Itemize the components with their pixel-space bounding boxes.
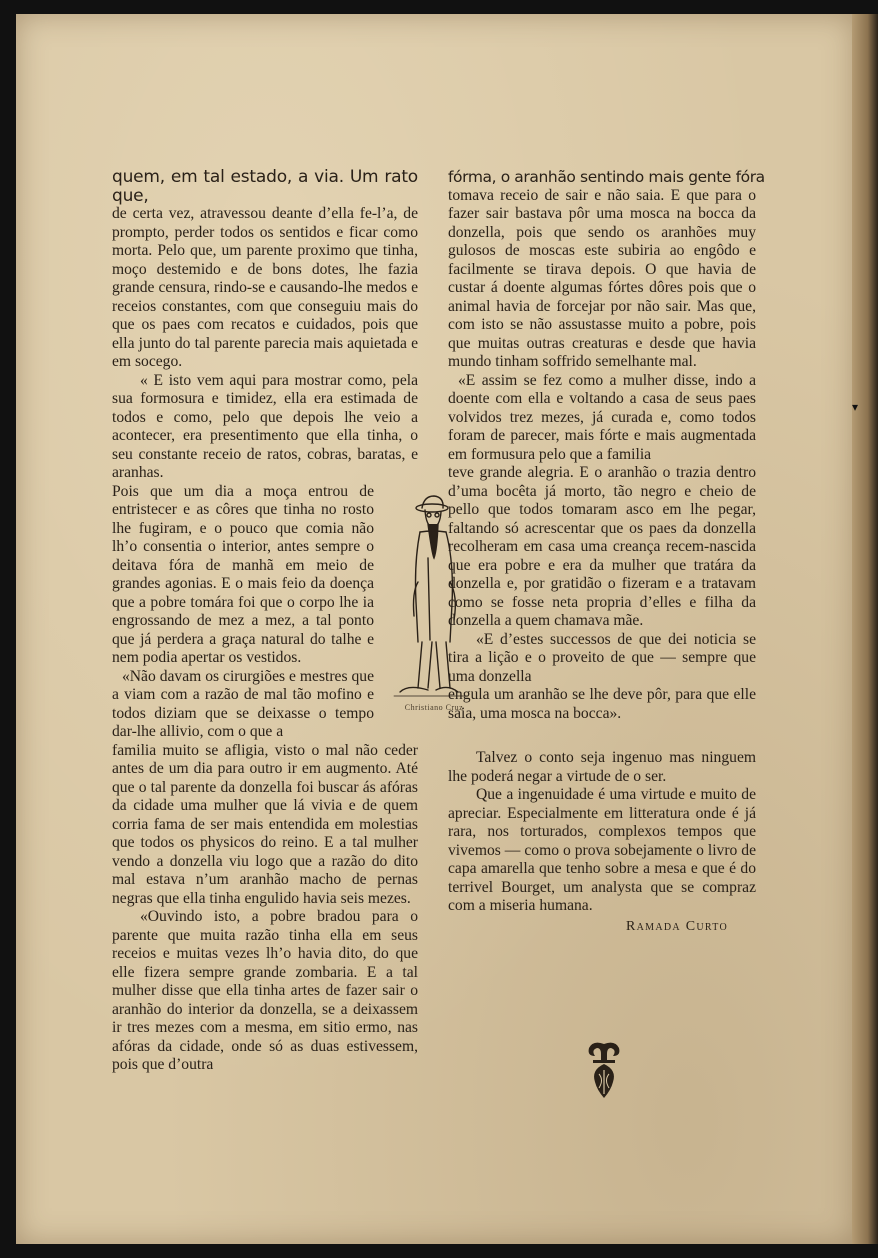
left-paragraph-3: Pois que um dia a moça entrou de entristecer e as côres que tinha no rosto lhe fugiram, e o pouco que comia não lh’o consentia o interior, antes sempre o deitava fóra de manhã em meio de grandes agonias. E o mais feio da doença que a pobre tomára foi que o corpo lhe ia engrossando de mez a mez, a tal ponto que já perdera a graça natural do talhe e nem podia apertar os vestidos. [112, 482, 374, 666]
right-paragraph-5: Que a ingenuidade é uma virtude e muito de apreciar. Especialmente em litteratura onde é já rara, nos torturados, complexos tempos que vivemos — como o prova sobejamente o livro de capa amarella que tenho sobre a mesa e que é do terrivel Bourget, um analysta que se compraz com a miseria humana. [448, 786, 756, 914]
left-paragraph-4b: familia muito se afligia, visto o mal não ceder antes de um dia para outro ir em augmento. Até que o tal parente da donzella foi buscar ás afóras da cidade uma mulher que lá vivia e de quem corria fama de ser mais entendida em molestias que todos os physicos do reino. E a tal mulher vendo a donzella viu logo que a razão do dito mal estava n’um aranhão macho de pernas negras que ella tinha engulido havia seis mezes. [112, 741, 418, 907]
left-paragraph-1: de certa vez, atravessou deante d’ella fe-l’a, de prompto, perder todos os sentidos e ficar como morta. Pelo que, um parente proximo que tinha, moço destemido e de bons dotes, lhe fazia grande censura, rindo-se e causando-lhe medos e receios constantes, com que conseguiu mais do que os paes com recatos e cuidados, pois que ella junto do tal parente parecia mais aquietada e em socego. [112, 205, 418, 370]
margin-mark-icon: ▾ [852, 400, 859, 414]
right-paragraph-3b: engula um aranhão se lhe deve pôr, para que elle saia, uma mosca na bocca». [448, 686, 756, 722]
left-paragraph-5: «Ouvindo isto, a pobre bradou para o parente que muita razão tinha ella em seus receios e muitas vezes lh’o havia dito, do que elle fizera sempre grande zombaria. E a tal mulher disse que ella tinha artes de fazer sair o aranhão do interior da donzella, se a deixassem ir tres mezes com a mesma, em sitio ermo, nas afóras da cidade, onde só as duas estivessem, pois que d’outra [112, 908, 418, 1073]
left-paragraph-2: « E isto vem aqui para mostrar como, pela sua formosura e timidez, ella era estimada de todos e como, pelo que depois lhe veio a acontecer, era presentimento que ella tinha, o seu constante receio de ratos, cobras, baratas, e aranhas. [112, 371, 418, 481]
right-column [448, 168, 765, 936]
page-spine-edge [852, 14, 878, 1244]
fleuron-ornament-icon [583, 1040, 625, 1102]
left-paragraph-4a: «Não davam os cirurgiões e mestres que a viam com a razão de mal tão mofino e todos diziam que se deixasse o tempo dar-lhe allivio, com o que a [112, 667, 374, 740]
right-lead-line: fórma, o aranhão sentindo mais gente fóra [448, 168, 765, 186]
illustration-caption: Christiano Cruz [404, 703, 464, 712]
right-paragraph-4: Talvez o conto seja ingenuo mas ninguem lhe poderá negar a virtude de o ser. [448, 749, 756, 785]
right-paragraph-1: tomava receio de sair e não saia. E que para o fazer sair bastava pôr uma mosca na bocca da donzella, pois que sendo os aranhões muy gulosos de moscas este subiria ao engôdo e facilmente se tirava depois. O que havia de custar á doente algumas fórtes dôres pois que o animal havia de forcejar por não sair. Mas que, com isto se não assustasse muito a pobre, pois que muitas outras creaturas e desde que havia mundo tinham soffrido semelhante mal. [448, 186, 756, 370]
right-paragraph-2a: «E assim se fez como a mulher disse, indo a doente com ella e voltando a casa de seus paes volvidos trez mezes, já curada e, como todos foram de parecer, mais fórte e mais augmentada em formusura pelo que a familia [448, 371, 756, 463]
right-paragraph-3a: «E d’estes successos de que dei noticia se tira a lição e o proveito de que — sempre que uma donzella [448, 630, 756, 685]
left-column [112, 168, 418, 1075]
author-signature: Ramada Curto [626, 918, 728, 934]
left-lead-line: quem, em tal estado, a via. Um rato que, [112, 167, 418, 206]
right-paragraph-2b: teve grande alegria. E o aranhão o trazia dentro d’uma bocêta já morto, tão negro e cheio de pello que todos tomaram asco em lhe pegar, faltando só acrescentar que os paes da donzella recolheram em casa uma creança recem-nascida que era pobre e era da mulher que tratára da donzella e, por gratidão o fizeram e a tratavam como se fosse neta propria d’elles e filha da donzella a quem chamava mãe. [448, 464, 756, 629]
